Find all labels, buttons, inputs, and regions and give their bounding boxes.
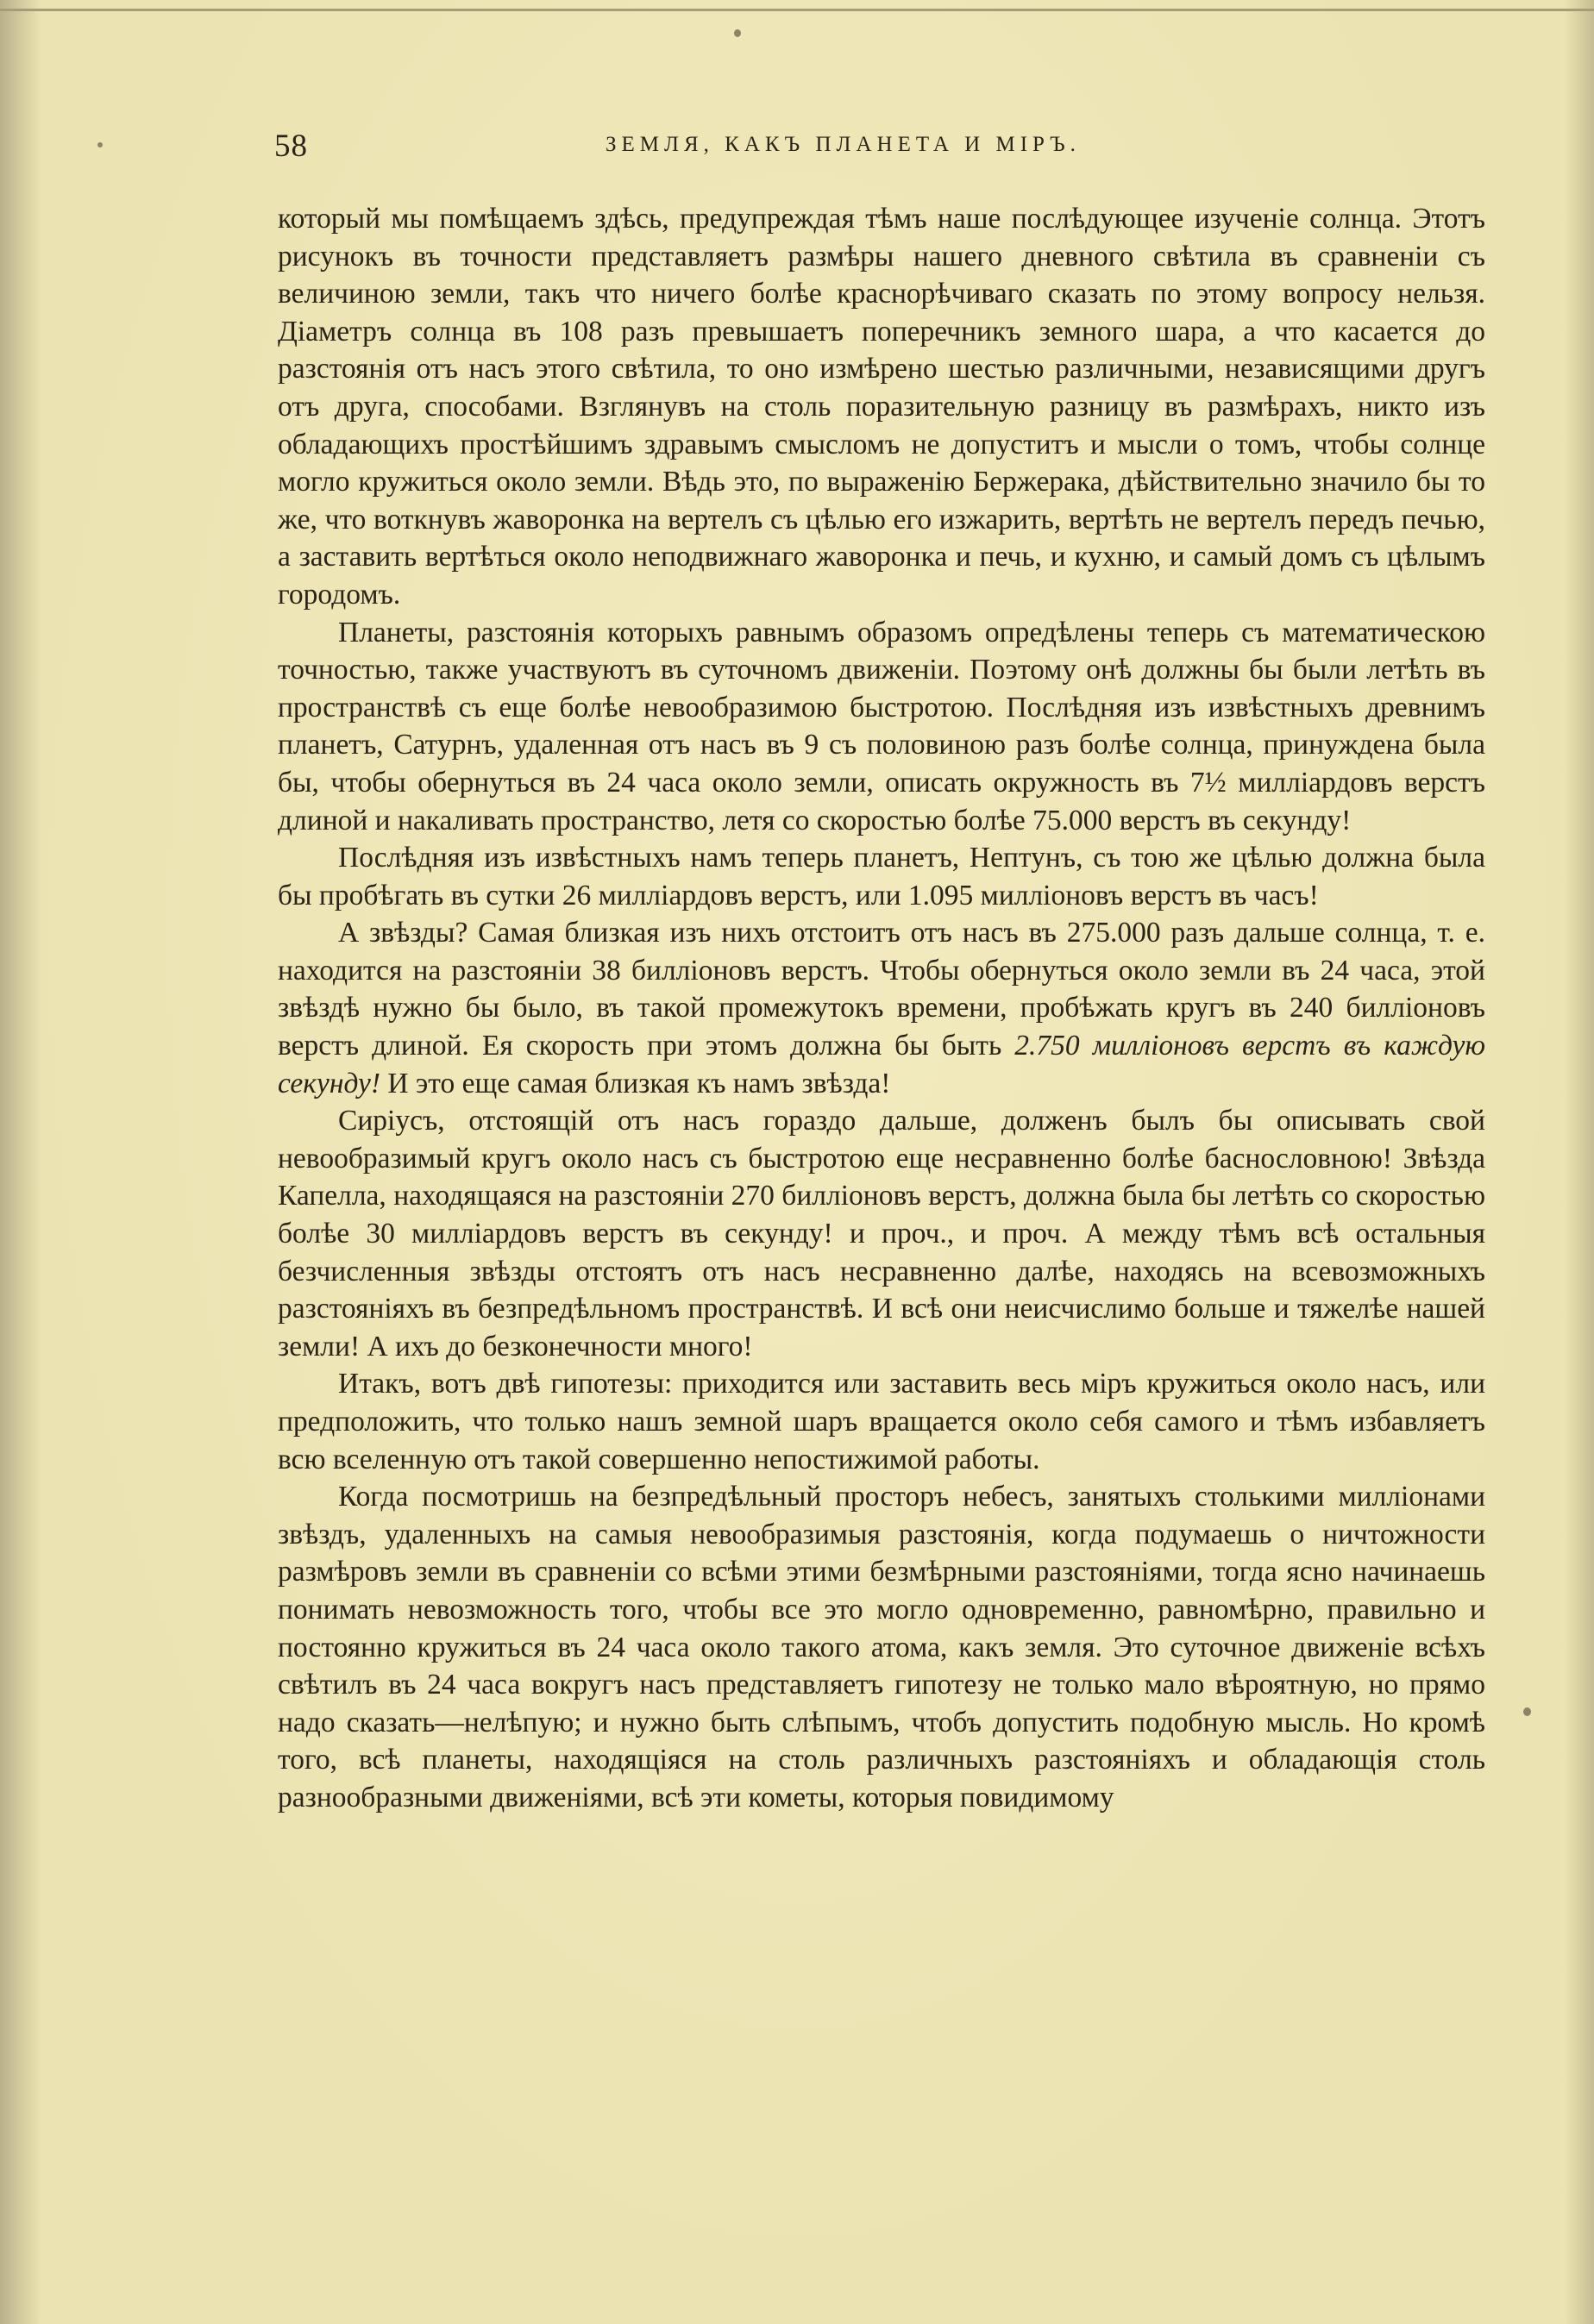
paragraph-6: Итакъ, вотъ двѣ гипотезы: приходится или заставить весь міръ кружиться около насъ, или предположить, что только нашъ земной шаръ вращается около себя самого и тѣмъ избавляетъ всю вселенную отъ такой совершенно непостижимой работы. bbox=[278, 1368, 1485, 1475]
body-text bbox=[278, 200, 1485, 1817]
paper-speck bbox=[97, 142, 103, 147]
paragraph-5: Сиріусъ, отстоящій отъ насъ гораздо дальше, долженъ былъ бы описывать свой невообразимый кругъ около насъ съ быстротою еще несравненно болѣе баснословною! Звѣзда Капелла, находящаяся на разстояніи 270 билліоновъ верстъ, должна была бы летѣть со скоростью болѣе 30 милліардовъ верстъ въ секунду! и проч., и проч. А между тѣмъ всѣ остальныя безчисленныя звѣзды отстоятъ отъ насъ несравненно далѣе, находясь на всевозможныхъ разстояніяхъ въ безпредѣльномъ пространствѣ. И всѣ они неисчислимо больше и тяжелѣе нашей земли! А ихъ до безконечности много! bbox=[278, 1105, 1485, 1362]
page-outer-edge bbox=[1565, 0, 1594, 2324]
paper-speck bbox=[734, 29, 741, 37]
paragraph-2: Планеты, разстоянія которыхъ равнымъ образомъ опредѣлены теперь съ математическою точностью, также участвуютъ въ суточномъ движеніи. Поэтому онѣ должны бы были летѣть въ пространствѣ съ еще болѣе невообразимою быстротою. Послѣдняя изъ извѣстныхъ древнимъ планетъ, Сатурнъ, удаленная отъ насъ въ 9 съ половиною разъ болѣе солнца, принуждена была бы, чтобы обернуться въ 24 часа около земли, описать окружность въ 7½ милліардовъ верстъ длиной и накаливать пространство, летя со скоростью болѣе 75.000 верстъ въ секунду! bbox=[278, 616, 1485, 836]
paragraph-4 bbox=[278, 914, 1485, 1102]
paragraph-4-text-after: И это еще самая близкая къ намъ звѣзда! bbox=[380, 1067, 891, 1099]
page-number: 58 bbox=[274, 128, 308, 164]
page-header bbox=[274, 128, 1484, 166]
paragraph-1: который мы помѣщаемъ здѣсь, предупреждая тѣмъ наше послѣдующее изученіе солнца. Этотъ рисунокъ въ точности представляетъ размѣры нашего дневного свѣтила въ сравненіи съ величиною земли, такъ что ничего болѣе краснорѣчиваго сказать по этому вопросу нельзя. Діаметръ солнца въ 108 разъ превышаетъ поперечникъ земного шара, а что касается до разстоянія отъ насъ этого свѣтила, то оно измѣрено шестью различными, независящими другъ отъ друга, способами. Взглянувъ на столь поразительную разницу въ размѣрахъ, никто изъ обладающихъ простѣйшимъ здравымъ смысломъ не допуститъ и мысли о томъ, чтобы солнце могло кружиться около земли. Вѣдь это, по выраженію Бержерака, дѣйствительно значило бы то же, что воткнувъ жаворонка на вертелъ съ цѣлью его изжарить, вертѣть не вертелъ передъ печью, а заставить вертѣться около неподвижнаго жаворонка и печь, и кухню, и самый домъ съ цѣлымъ городомъ. bbox=[278, 203, 1485, 611]
paragraph-4-emphasis: 2.750 милліоновъ верстъ въ каждую секунду! bbox=[278, 1030, 1485, 1099]
paragraph-3: Послѣдняя изъ извѣстныхъ намъ теперь планетъ, Нептунъ, съ тою же цѣлью должна была бы пробѣгать въ сутки 26 милліардовъ верстъ, или 1.095 милліоновъ верстъ въ часъ! bbox=[278, 842, 1485, 911]
page-binding-edge bbox=[0, 0, 41, 2324]
paper-speck bbox=[1523, 1707, 1531, 1716]
paragraph-7: Когда посмотришь на безпредѣльный просторъ небесъ, занятыхъ столькими милліонами звѣздъ, удаленныхъ на самыя невообразимыя разстоянія, когда подумаешь о ничтожности размѣровъ земли въ сравненіи со всѣми этими безмѣрными разстояніями, тогда ясно начинаешь понимать невозможность того, чтобы все это могло одновременно, равномѣрно, правильно и постоянно кружиться въ 24 часа около такого атома, какъ земля. Это суточное движеніе всѣхъ свѣтилъ въ 24 часа вокругъ насъ представляетъ гипотезу не только мало вѣроятную, но прямо надо сказать—нелѣпую; и нужно быть слѣпымъ, чтобъ допустить подобную мысль. Но кромѣ того, всѣ планеты, находящіяся на столь различныхъ разстояніяхъ и обладающія столь разнообразными движеніями, всѣ эти кометы, которыя повидимому bbox=[278, 1481, 1485, 1813]
paragraph-4-text-before: А звѣзды? Самая близкая изъ нихъ отстоитъ отъ насъ въ 275.000 разъ дальше солнца, т. е. находится на разстояніи 38 билліоновъ верстъ. Чтобы обернуться около земли въ 24 часа, этой звѣздѣ нужно бы было, въ такой промежутокъ времени, пробѣжать кругъ въ 240 билліоновъ верстъ длиной. Ея скорость при этомъ должна бы быть bbox=[278, 917, 1485, 1062]
running-title: ЗЕМЛЯ, КАКЪ ПЛАНЕТА И МІРЪ. bbox=[606, 133, 1081, 156]
top-rule bbox=[0, 9, 1594, 11]
